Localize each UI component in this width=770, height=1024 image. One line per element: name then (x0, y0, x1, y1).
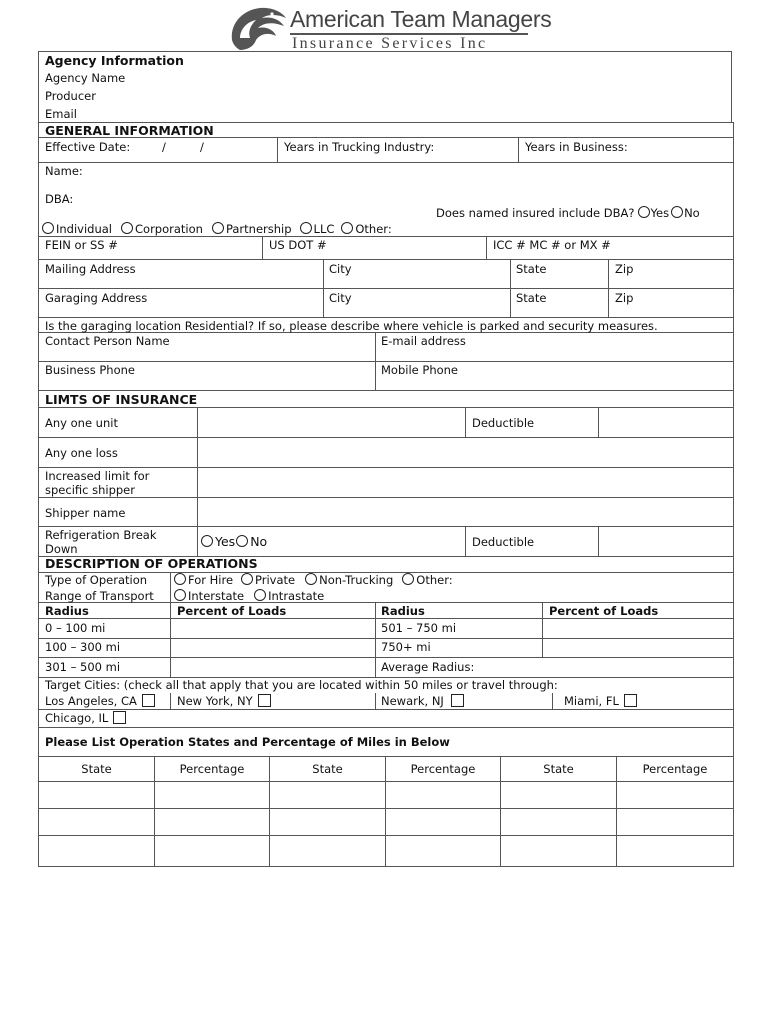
range-of-transport-options (170, 589, 324, 603)
percentage-input[interactable] (617, 836, 733, 866)
shipper-name-input[interactable] (198, 498, 732, 526)
refrigeration-label-2: Down (45, 542, 78, 556)
increased-limit-label-2: specific shipper (45, 483, 135, 497)
city-newark-label: Newark, NJ (381, 694, 444, 708)
any-one-loss-input[interactable] (198, 438, 732, 467)
state-input[interactable] (270, 836, 385, 866)
radius-0-100: 0 – 100 mi (45, 621, 106, 635)
years-business-field[interactable]: Years in Business: (525, 140, 628, 154)
percentage-input[interactable] (155, 782, 269, 808)
percent-loads-header-right: Percent of Loads (549, 604, 659, 618)
icc-field[interactable]: ICC # MC # or MX # (493, 238, 611, 252)
range-intrastate-label: Intrastate (268, 589, 325, 603)
entity-individual-label: Individual (56, 222, 113, 236)
radius-501-750: 501 – 750 mi (381, 621, 457, 635)
any-one-unit-input[interactable] (198, 408, 464, 437)
refrigeration-label-1: Refrigeration Break (45, 528, 157, 542)
city-los-angeles-label: Los Angeles, CA (45, 694, 137, 708)
radius-header-right: Radius (381, 604, 425, 618)
city-chicago (45, 711, 126, 725)
percent-loads-header-left: Percent of Loads (177, 604, 287, 618)
target-cities-label: Target Cities: (check all that apply that you are located within 50 miles or travel through: (45, 678, 558, 692)
city-miami (564, 694, 637, 708)
mailing-state-field[interactable]: State (516, 262, 547, 276)
date-slash-1: / (162, 140, 166, 154)
company-name-line1: American Team Managers (290, 6, 552, 32)
op-other-label: Other: (416, 573, 453, 587)
op-for-hire-radio[interactable] (174, 573, 186, 585)
garaging-city-field[interactable]: City (329, 291, 352, 305)
state-input[interactable] (270, 809, 385, 835)
agency-name-field[interactable]: Agency Name (45, 71, 126, 85)
entity-individual-radio[interactable] (42, 222, 54, 234)
dba-question (436, 206, 700, 220)
entity-partnership-radio[interactable] (212, 222, 224, 234)
radius-header-left: Radius (45, 604, 89, 618)
refrigeration-deductible-input[interactable] (599, 527, 732, 556)
entity-llc-label: LLC (313, 222, 335, 236)
states-col-percentage-3: Percentage (642, 762, 708, 776)
any-one-loss-label: Any one loss (45, 446, 118, 460)
city-chicago-checkbox[interactable] (113, 711, 126, 724)
radius-301-500: 301 – 500 mi (45, 660, 121, 674)
business-phone-field[interactable]: Business Phone (45, 363, 135, 377)
state-input[interactable] (39, 809, 154, 835)
op-other-radio[interactable] (402, 573, 414, 585)
average-radius-field[interactable]: Average Radius: (381, 660, 475, 674)
entity-other-label: Other: (355, 222, 392, 236)
radius-100-300: 100 – 300 mi (45, 640, 121, 654)
type-of-operation-label: Type of Operation (45, 573, 148, 587)
percentage-input[interactable] (386, 809, 500, 835)
percentage-input[interactable] (617, 782, 733, 808)
city-chicago-label: Chicago, IL (45, 711, 109, 725)
dba-question-label: Does named insured include DBA? (436, 206, 635, 220)
state-input[interactable] (501, 836, 616, 866)
state-input[interactable] (39, 836, 154, 866)
state-input[interactable] (501, 782, 616, 808)
range-interstate-label: Interstate (188, 589, 245, 603)
range-intrastate-radio[interactable] (254, 589, 266, 601)
garaging-residential-question[interactable]: Is the garaging location Residential? If so, please describe where vehicle is parked and security measures. (45, 319, 658, 333)
date-slash-2: / (200, 140, 204, 154)
dba-field[interactable]: DBA: (45, 192, 74, 206)
percentage-input[interactable] (617, 809, 733, 835)
years-trucking-field[interactable]: Years in Trucking Industry: (284, 140, 435, 154)
increased-limit-label-1: Increased limit for (45, 469, 150, 483)
garaging-state-field[interactable]: State (516, 291, 547, 305)
effective-date-field[interactable]: Effective Date: (45, 140, 131, 154)
city-newark-checkbox[interactable] (451, 694, 464, 707)
mobile-phone-field[interactable]: Mobile Phone (381, 363, 459, 377)
us-dot-field[interactable]: US DOT # (269, 238, 327, 252)
city-new-york-label: New York, NY (177, 694, 253, 708)
percentage-input[interactable] (155, 809, 269, 835)
eagle-icon (226, 4, 290, 54)
op-private-label: Private (255, 573, 296, 587)
op-for-hire-label: For Hire (188, 573, 234, 587)
city-new-york-checkbox[interactable] (258, 694, 271, 707)
refrigeration-deductible-label: Deductible (472, 535, 535, 549)
entity-corporation-radio[interactable] (121, 222, 133, 234)
city-newark (381, 694, 464, 708)
garaging-zip-field[interactable]: Zip (615, 291, 634, 305)
unit-deductible-label: Deductible (472, 416, 535, 430)
refrigeration-yes-label: Yes (215, 534, 236, 549)
fein-field[interactable]: FEIN or SS # (45, 238, 118, 252)
company-name-line2: Insurance Services Inc (292, 35, 488, 52)
states-col-state-2: State (312, 762, 343, 776)
range-of-transport-label: Range of Transport (45, 589, 154, 603)
op-private-radio[interactable] (241, 573, 253, 585)
state-input[interactable] (501, 809, 616, 835)
dba-no-radio[interactable] (671, 206, 683, 218)
mailing-address-field[interactable]: Mailing Address (45, 262, 136, 276)
contact-person-field[interactable]: Contact Person Name (45, 334, 170, 348)
city-los-angeles (45, 694, 155, 708)
entity-partnership-label: Partnership (225, 222, 292, 236)
insured-name-field[interactable]: Name: (45, 164, 83, 178)
operations-heading: DESCRIPTION OF OPERATIONS (45, 556, 258, 571)
limits-heading: LIMTS OF INSURANCE (45, 392, 198, 407)
radius-750-plus: 750+ mi (381, 640, 431, 654)
entity-llc-radio[interactable] (300, 222, 312, 234)
state-input[interactable] (39, 782, 154, 808)
mailing-zip-field[interactable]: Zip (615, 262, 634, 276)
producer-field[interactable]: Producer (45, 89, 96, 103)
refrigeration-no-label: No (250, 534, 268, 549)
states-heading: Please List Operation States and Percentage of Miles in Below (45, 735, 450, 749)
op-non-trucking-label: Non-Trucking (319, 573, 394, 587)
unit-deductible-input[interactable] (599, 408, 732, 437)
general-heading: GENERAL INFORMATION (45, 123, 214, 138)
mailing-city-field[interactable]: City (329, 262, 352, 276)
type-of-operation-options (170, 573, 453, 587)
op-non-trucking-radio[interactable] (305, 573, 317, 585)
states-col-percentage-1: Percentage (179, 762, 245, 776)
percentage-input[interactable] (386, 836, 500, 866)
percentage-input[interactable] (155, 836, 269, 866)
percentage-input[interactable] (386, 782, 500, 808)
garaging-address-field[interactable]: Garaging Address (45, 291, 148, 305)
company-logo (226, 4, 552, 54)
entity-corporation-label: Corporation (135, 222, 203, 236)
states-col-state-1: State (81, 762, 112, 776)
refrigeration-no-radio[interactable] (236, 535, 248, 547)
city-miami-label: Miami, FL (564, 694, 619, 708)
dba-no-label: No (684, 206, 700, 220)
entity-other-radio[interactable] (341, 222, 353, 234)
entity-type-row (40, 222, 392, 236)
range-interstate-radio[interactable] (174, 589, 186, 601)
city-los-angeles-checkbox[interactable] (142, 694, 155, 707)
contact-email-field[interactable]: E-mail address (381, 334, 466, 348)
dba-yes-radio[interactable] (638, 206, 650, 218)
state-input[interactable] (270, 782, 385, 808)
city-miami-checkbox[interactable] (624, 694, 637, 707)
refrigeration-options (197, 535, 267, 549)
shipper-name-label: Shipper name (45, 506, 126, 520)
city-new-york (177, 694, 271, 708)
increased-limit-input[interactable] (198, 468, 732, 497)
states-col-state-3: State (543, 762, 574, 776)
email-field[interactable]: Email (45, 107, 77, 121)
any-one-unit-label: Any one unit (45, 416, 118, 430)
agency-heading: Agency Information (45, 53, 184, 68)
refrigeration-yes-radio[interactable] (201, 535, 213, 547)
states-col-percentage-2: Percentage (410, 762, 476, 776)
dba-yes-label: Yes (650, 206, 670, 220)
